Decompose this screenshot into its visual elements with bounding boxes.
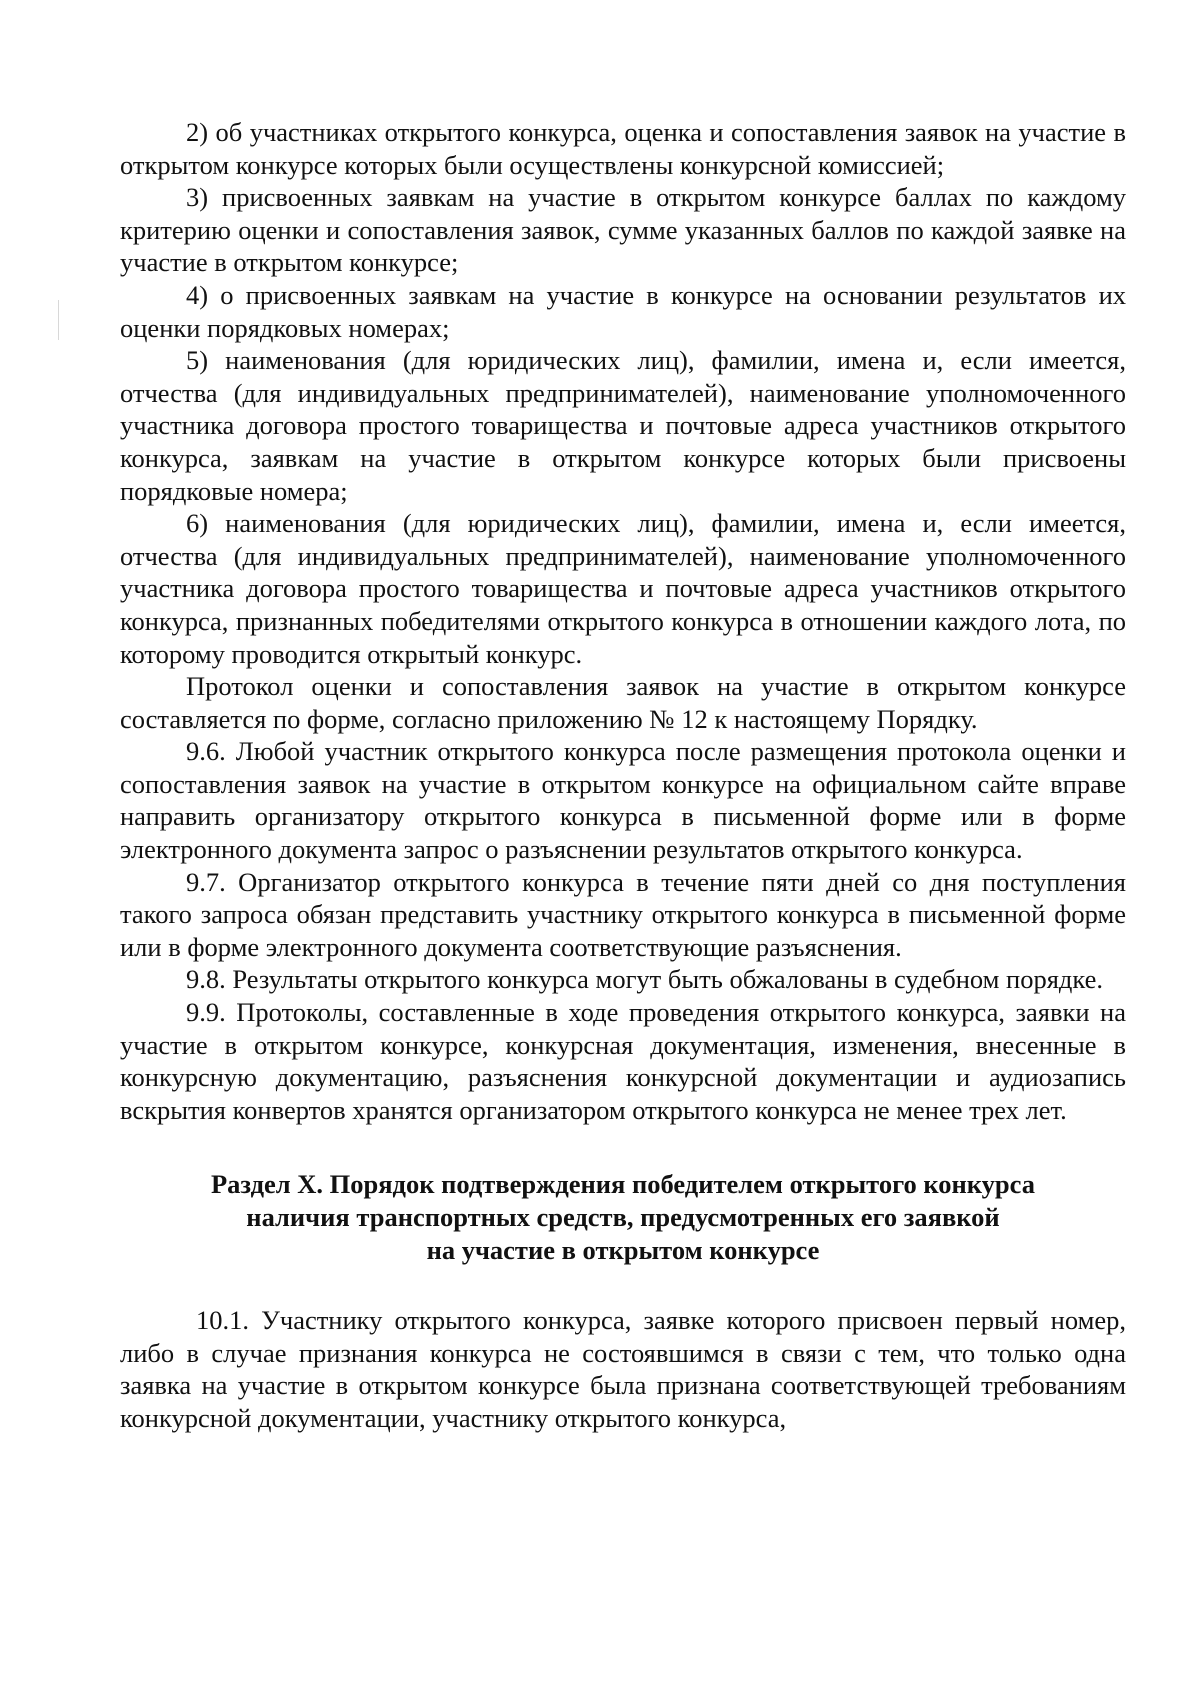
paragraph-10-1: 10.1. Участнику открытого конкурса, заявке которого присвоен первый номер, либо в случае признания конкурса не состоявшимся в связи с тем, что только одна заявка на участие в открытом конкурсе была признана соответствующей требованиям конкурсной документации, участнику открытого конкурса, xyxy=(120,1305,1126,1433)
document-body xyxy=(120,116,1126,1435)
paragraph-item-6: 6) наименования (для юридических лиц), фамилии, имена и, если имеется, отчества (для индивидуальных предпринимателей), наименование уполномоченного участника договора простого товарищества и почтовые адреса участников открытого конкурса, признанных победителями открытого конкурса в отношении каждого лота, по которому проводится открытый конкурс. xyxy=(120,508,1126,669)
scan-artifact xyxy=(58,300,59,340)
section-heading-line-2: наличия транспортных средств, предусмотренных его заявкой xyxy=(246,1202,1000,1232)
paragraph-item-4: 4) о присвоенных заявкам на участие в конкурсе на основании результатов их оценки порядковых номерах; xyxy=(120,279,1126,343)
paragraph-9-6: 9.6. Любой участник открытого конкурса после размещения протокола оценки и сопоставления заявок на участие в открытом конкурсе на официальном сайте вправе направить организатору открытого конкурса в письменной форме или в форме электронного документа запрос о разъяснении результатов открытого конкурса. xyxy=(120,736,1126,865)
section-heading-line-1: Раздел X. Порядок подтверждения победителем открытого конкурса xyxy=(210,1169,1036,1200)
paragraph-item-5: 5) наименования (для юридических лиц), фамилии, имена и, если имеется, отчества (для индивидуальных предпринимателей), наименование уполномоченного участника договора простого товарищества и почтовые адреса участников открытого конкурса, заявкам на участие в открытом конкурсе которых были присвоены порядковые номера; xyxy=(120,345,1126,506)
spacer xyxy=(120,1126,1126,1168)
section-heading xyxy=(120,1168,1126,1266)
paragraph-item-3: 3) присвоенных заявкам на участие в открытом конкурсе баллах по каждому критерию оценки и сопоставления заявок, сумме указанных баллов по каждой заявке на участие в открытом конкурсе; xyxy=(120,182,1126,278)
spacer xyxy=(120,1266,1126,1304)
paragraph-9-8: 9.8. Результаты открытого конкурса могут быть обжалованы в судебном порядке. xyxy=(186,964,1103,995)
paragraph-9-9: 9.9. Протоколы, составленные в ходе проведения открытого конкурса, заявки на участие в открытом конкурсе, конкурсная документация, изменения, внесенные в конкурсную документацию, разъяснения конкурсной документации и аудиозапись вскрытия конвертов хранятся организатором открытого конкурса не менее трех лет. xyxy=(120,997,1126,1125)
paragraph-protocol-form: Протокол оценки и сопоставления заявок на участие в открытом конкурсе составляется по форме, согласно приложению № 12 к настоящему Порядку. xyxy=(120,671,1126,734)
paragraph-item-2: 2) об участниках открытого конкурса, оценка и сопоставления заявок на участие в открытом конкурсе которых были осуществлены конкурсной комиссией; xyxy=(120,117,1126,180)
paragraph-9-7: 9.7. Организатор открытого конкурса в течение пяти дней со дня поступления такого запроса обязан представить участнику открытого конкурса в письменной форме или в форме электронного документа соответствующие разъяснения. xyxy=(120,866,1126,962)
section-heading-line-3: на участие в открытом конкурсе xyxy=(426,1234,820,1265)
